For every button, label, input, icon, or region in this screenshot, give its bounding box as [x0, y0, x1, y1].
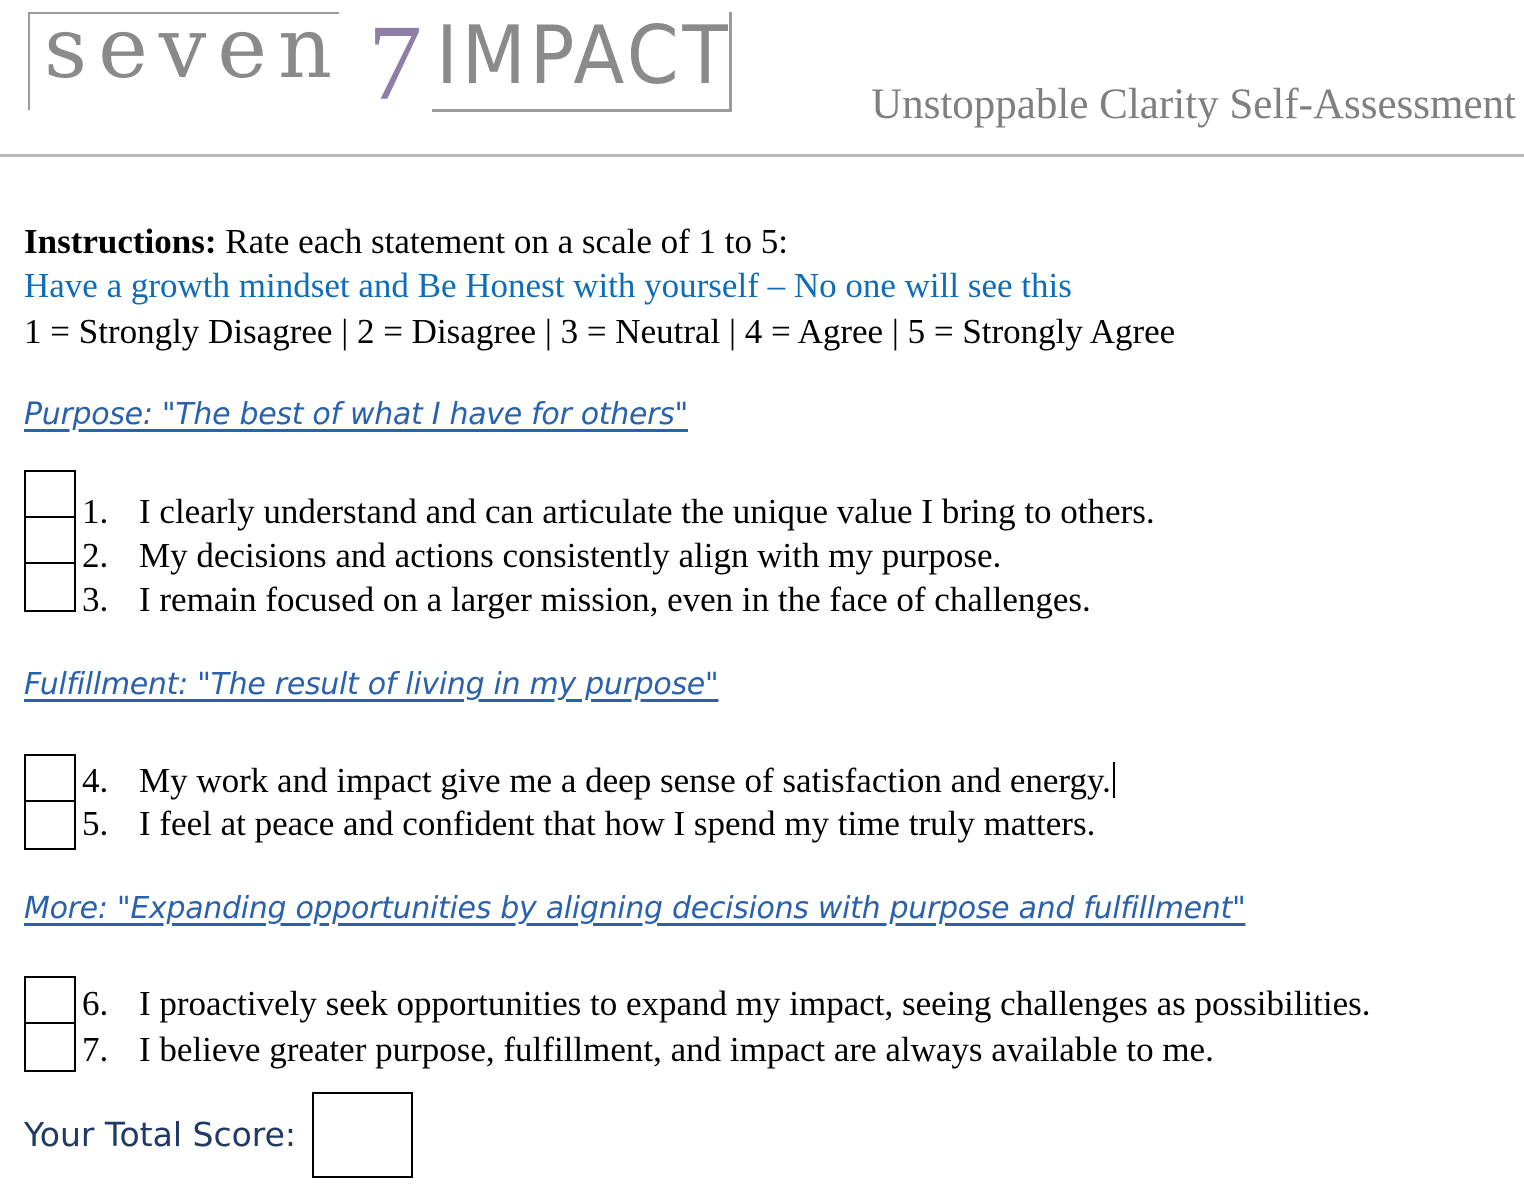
section-heading-fulfillment: Fulfillment: "The result of living in my purpose"	[24, 667, 719, 702]
text-cursor	[1113, 762, 1115, 798]
instructions-text: Rate each statement on a scale of 1 to 5:	[216, 222, 788, 261]
score-box-6[interactable]	[26, 978, 74, 1024]
score-boxes-purpose	[24, 470, 76, 612]
score-box-5[interactable]	[26, 802, 74, 848]
item-text: My decisions and actions consistently align with my purpose.	[139, 536, 1002, 575]
item-text: I believe greater purpose, fulfillment, and impact are always available to me.	[139, 1030, 1214, 1069]
total-score-label: Your Total Score:	[24, 1115, 297, 1154]
honesty-note: Have a growth mindset and Be Honest with yourself – No one will see this	[24, 266, 1072, 305]
score-boxes-more	[24, 976, 76, 1072]
list-item	[82, 762, 1115, 798]
total-score-box[interactable]	[312, 1092, 413, 1178]
section-heading-more: More: "Expanding opportunities by aligning decisions with purpose and fulfillment"	[24, 891, 1246, 926]
item-number: 1.	[82, 492, 109, 531]
item-text: I remain focused on a larger mission, even in the face of challenges.	[139, 580, 1091, 619]
list-item	[82, 806, 1095, 841]
list-item	[82, 1032, 1214, 1067]
section-heading-purpose: Purpose: "The best of what I have for others"	[24, 397, 688, 432]
list-item	[82, 494, 1155, 529]
list-item	[82, 582, 1091, 617]
score-box-1[interactable]	[26, 472, 74, 518]
score-box-2[interactable]	[26, 518, 74, 564]
item-number: 6.	[82, 984, 109, 1023]
list-item	[82, 538, 1001, 573]
item-text: My work and impact give me a deep sense of satisfaction and energy.	[139, 761, 1111, 800]
rating-scale: 1 = Strongly Disagree | 2 = Disagree | 3 = Neutral | 4 = Agree | 5 = Strongly Agree	[24, 312, 1176, 351]
score-box-4[interactable]	[26, 756, 74, 802]
score-boxes-fulfillment	[24, 754, 76, 850]
header-divider	[0, 154, 1524, 157]
list-item	[82, 986, 1371, 1021]
instructions-label: Instructions:	[24, 222, 217, 261]
item-number: 5.	[82, 804, 109, 843]
item-text: I feel at peace and confident that how I spend my time truly matters.	[139, 804, 1096, 843]
item-text: I clearly understand and can articulate the unique value I bring to others.	[139, 492, 1155, 531]
item-number: 4.	[82, 761, 109, 800]
logo-word: seven	[44, 0, 344, 97]
logo-digit: 7	[368, 4, 422, 123]
item-number: 2.	[82, 536, 109, 575]
score-box-3[interactable]	[26, 564, 74, 610]
item-number: 7.	[82, 1030, 109, 1069]
score-box-7[interactable]	[26, 1024, 74, 1070]
item-text: I proactively seek opportunities to expand my impact, seeing challenges as possibilities.	[139, 984, 1371, 1023]
instructions	[24, 224, 788, 259]
item-number: 3.	[82, 580, 109, 619]
logo-impact: IMPACT	[436, 9, 732, 102]
page-title: Unstoppable Clarity Self-Assessment	[871, 81, 1516, 128]
